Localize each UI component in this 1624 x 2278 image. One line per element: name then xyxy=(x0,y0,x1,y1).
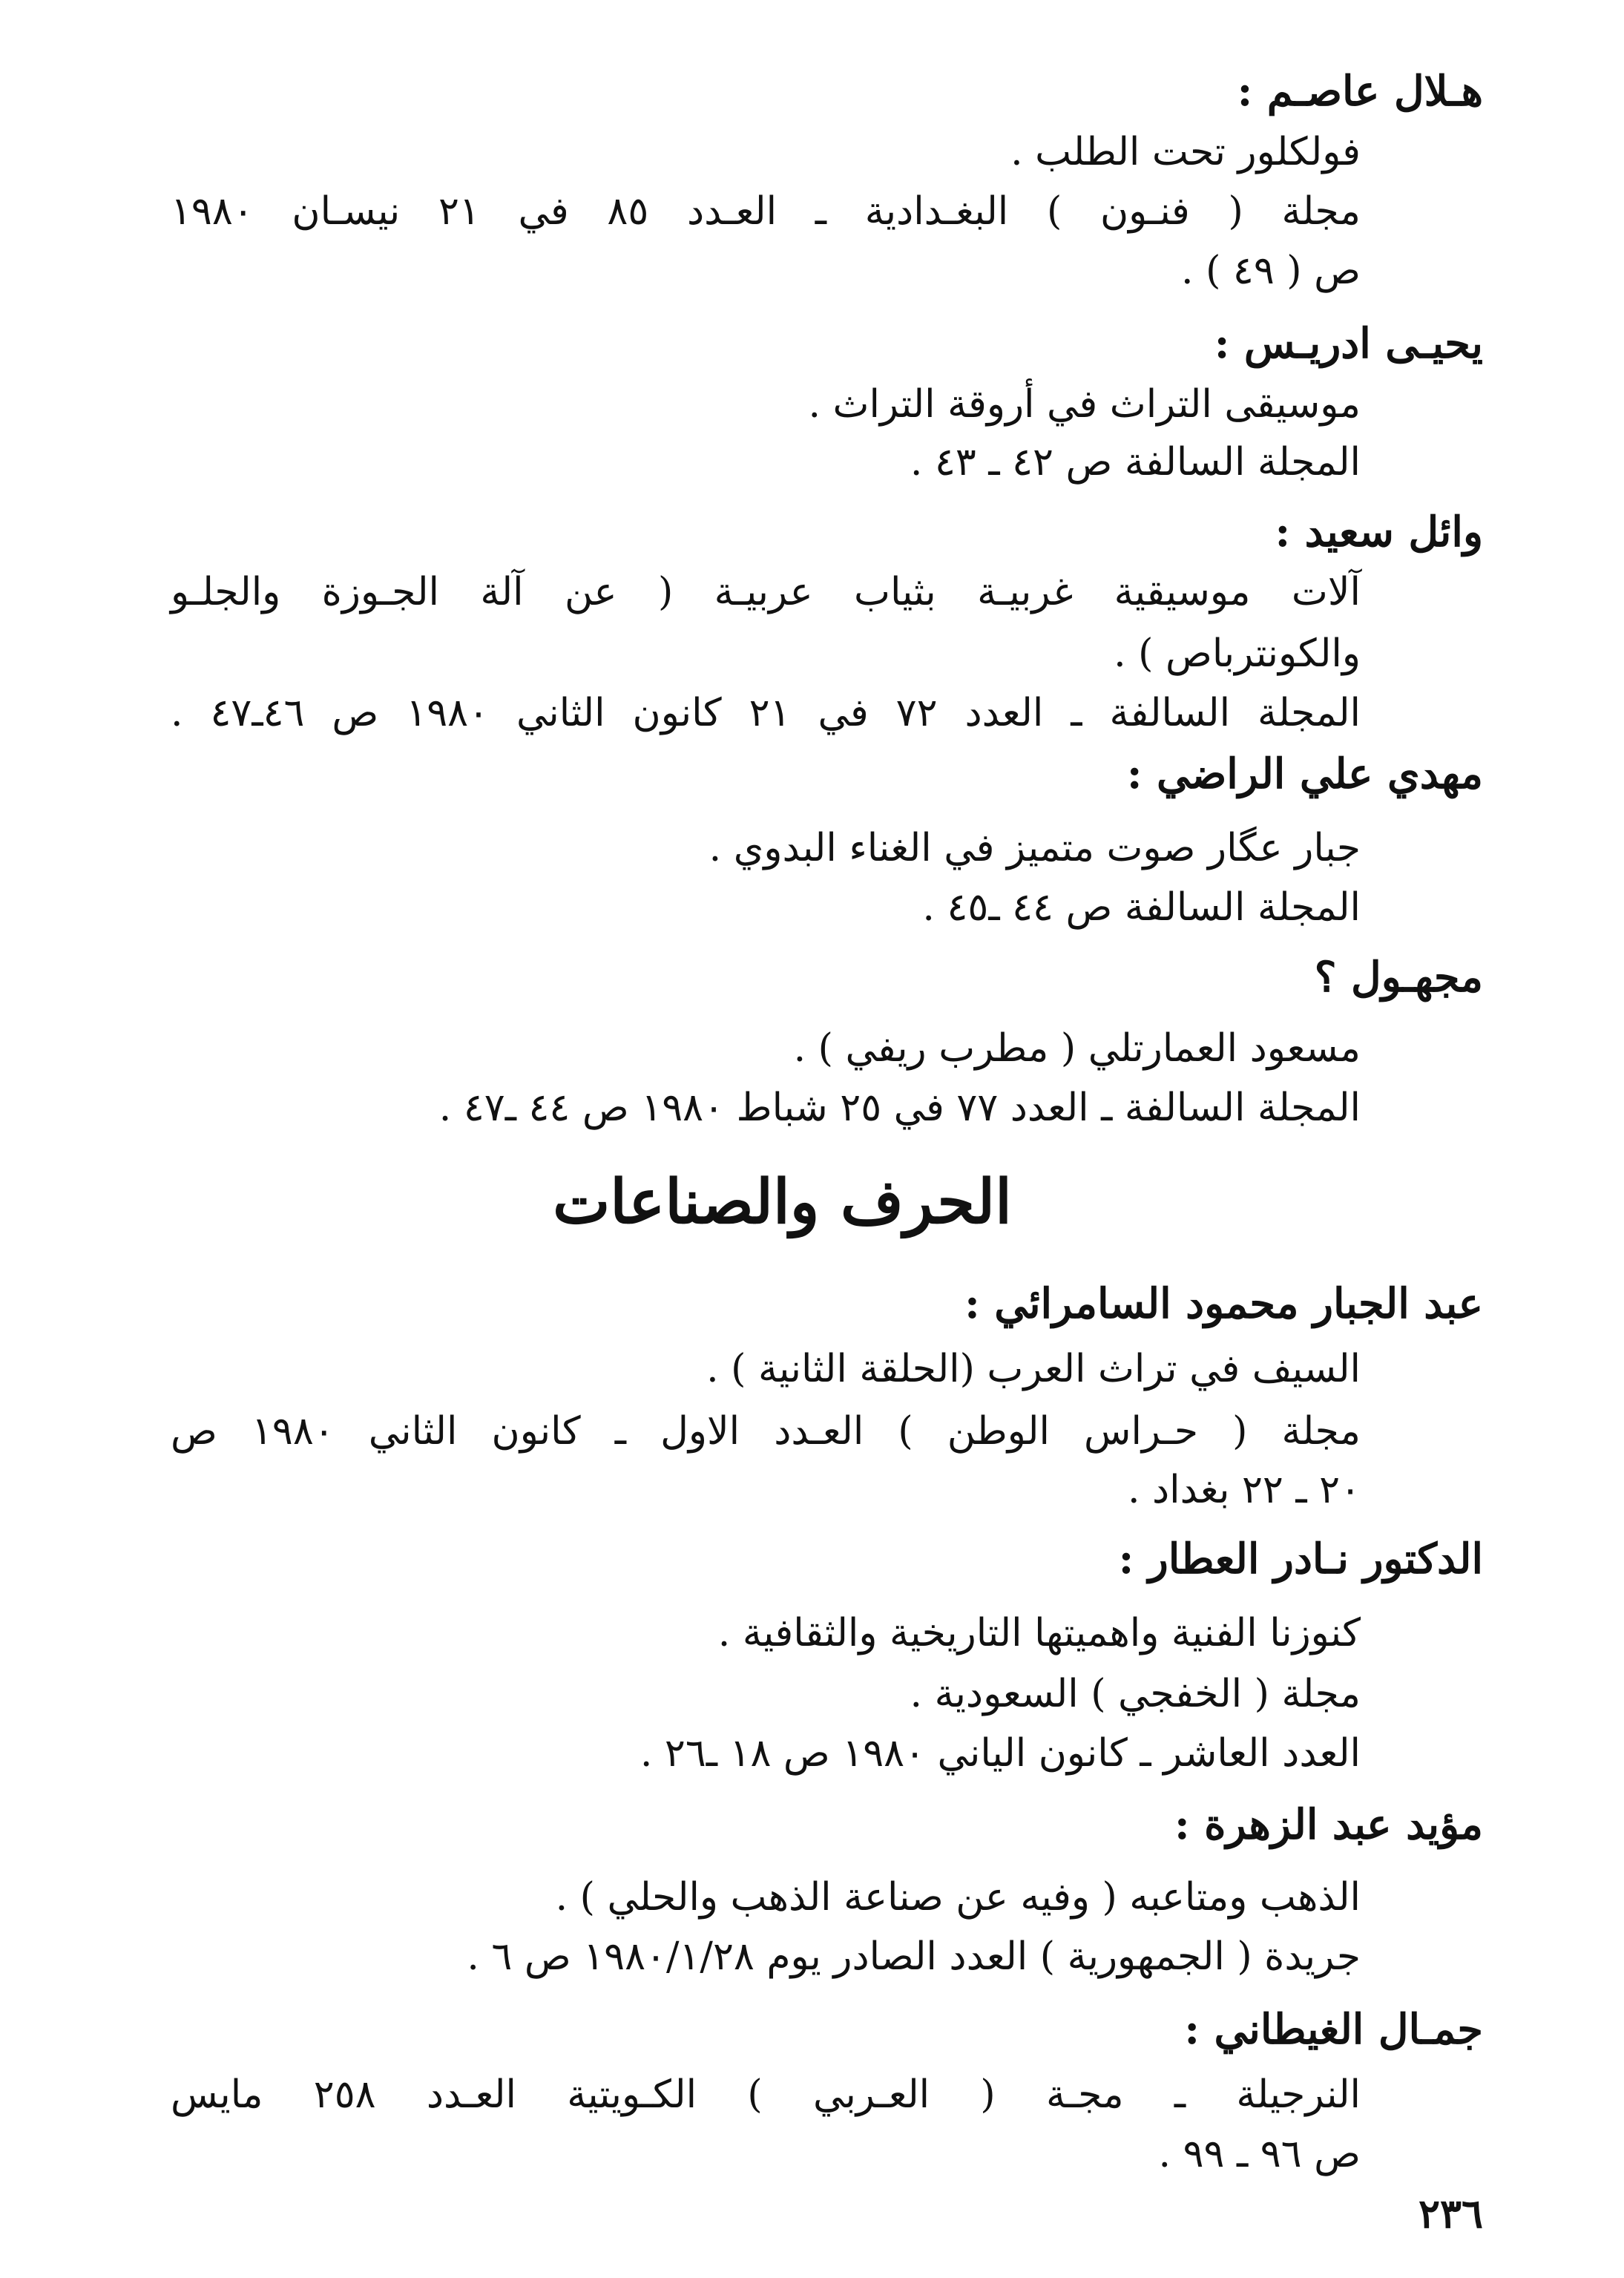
citation-line: ٢٠ ـ ٢٢ بغداد . xyxy=(1127,1468,1361,1512)
citation-line: جريدة ( الجمهورية ) العدد الصادر يوم ١٩٨٠/١/٢٨ ص ٦ . xyxy=(467,1934,1361,1979)
citation-line: المجلة السالفة ـ العدد ٧٢ في ٢١ كانون الثاني ١٩٨٠ ص ٤٦ـ٤٧ . xyxy=(171,691,1361,735)
citation-line: المجلة السالفة ص ٤٢ ـ ٤٣ . xyxy=(910,440,1361,485)
author-name: عبد الجبار محمود السامرائي : xyxy=(964,1279,1483,1328)
article-title: موسيقى التراث في أروقة التراث . xyxy=(808,382,1361,427)
author-name: يحيـى ادريـس : xyxy=(1214,319,1483,368)
author-name: الدكتور نـادر العطار : xyxy=(1118,1534,1483,1583)
citation-line: المجلة السالفة ص ٤٤ ـ٤٥ . xyxy=(922,885,1361,930)
article-title: فولكلور تحت الطلب . xyxy=(1010,130,1361,174)
article-title: مسعود العمارتلي ( مطرب ريفي ) . xyxy=(793,1026,1361,1071)
author-name: مؤيد عبد الزهرة : xyxy=(1174,1800,1483,1849)
article-title: كنوزنا الفنية واهميتها التاريخية والثقافية . xyxy=(717,1611,1361,1655)
citation-line: المجلة السالفة ـ العدد ٧٧ في ٢٥ شباط ١٩٨٠ ص ٤٤ ـ٤٧ . xyxy=(438,1086,1361,1130)
article-title: السيف في تراث العرب (الحلقة الثانية ) . xyxy=(706,1347,1361,1391)
article-title: والكونترباص ) . xyxy=(1114,631,1361,676)
article-title: جبار عگار صوت متميز في الغناء البدوي . xyxy=(709,826,1361,870)
author-name: مهدي علي الراضي : xyxy=(1126,749,1483,798)
article-title: آلات موسيقية غربيـة بثياب عربيـة ( عن آلة الجـوزة والجلـو xyxy=(171,570,1361,614)
section-heading: الحرف والصناعات xyxy=(553,1166,1012,1238)
author-name: هـلال عاصـم : xyxy=(1237,67,1483,116)
article-title: النرجيلة ـ مجـة ( العـربي ) الكـويتية العـدد ٢٥٨ مايس xyxy=(171,2072,1361,2117)
author-name: وائل سعيد : xyxy=(1275,508,1483,557)
citation-line: العدد العاشر ـ كانون الياني ١٩٨٠ ص ١٨ ـ٢٦ . xyxy=(640,1731,1361,1776)
citation-line: ص ٩٦ ـ ٩٩ . xyxy=(1158,2132,1361,2176)
citation-line: ص ( ٤٩ ) . xyxy=(1181,249,1361,293)
citation-line: مجلة ( فنـون ) البغـدادية ـ العـدد ٨٥ في ٢١ نيسـان ١٩٨٠ xyxy=(171,189,1361,234)
citation-line: مجلة ( حـراس الوطن ) العـدد الاول ـ كانون الثاني ١٩٨٠ ص xyxy=(171,1409,1361,1454)
page-number: ٢٣٦ xyxy=(1418,2190,1483,2237)
author-name: مجهـول ؟ xyxy=(1314,953,1483,1002)
article-title: الذهب ومتاعبه ( وفيه عن صناعة الذهب والحلي ) . xyxy=(555,1875,1361,1920)
author-name: جمـال الغيطاني : xyxy=(1184,2005,1483,2054)
citation-line: مجلة ( الخفجي ) السعودية . xyxy=(910,1672,1361,1716)
